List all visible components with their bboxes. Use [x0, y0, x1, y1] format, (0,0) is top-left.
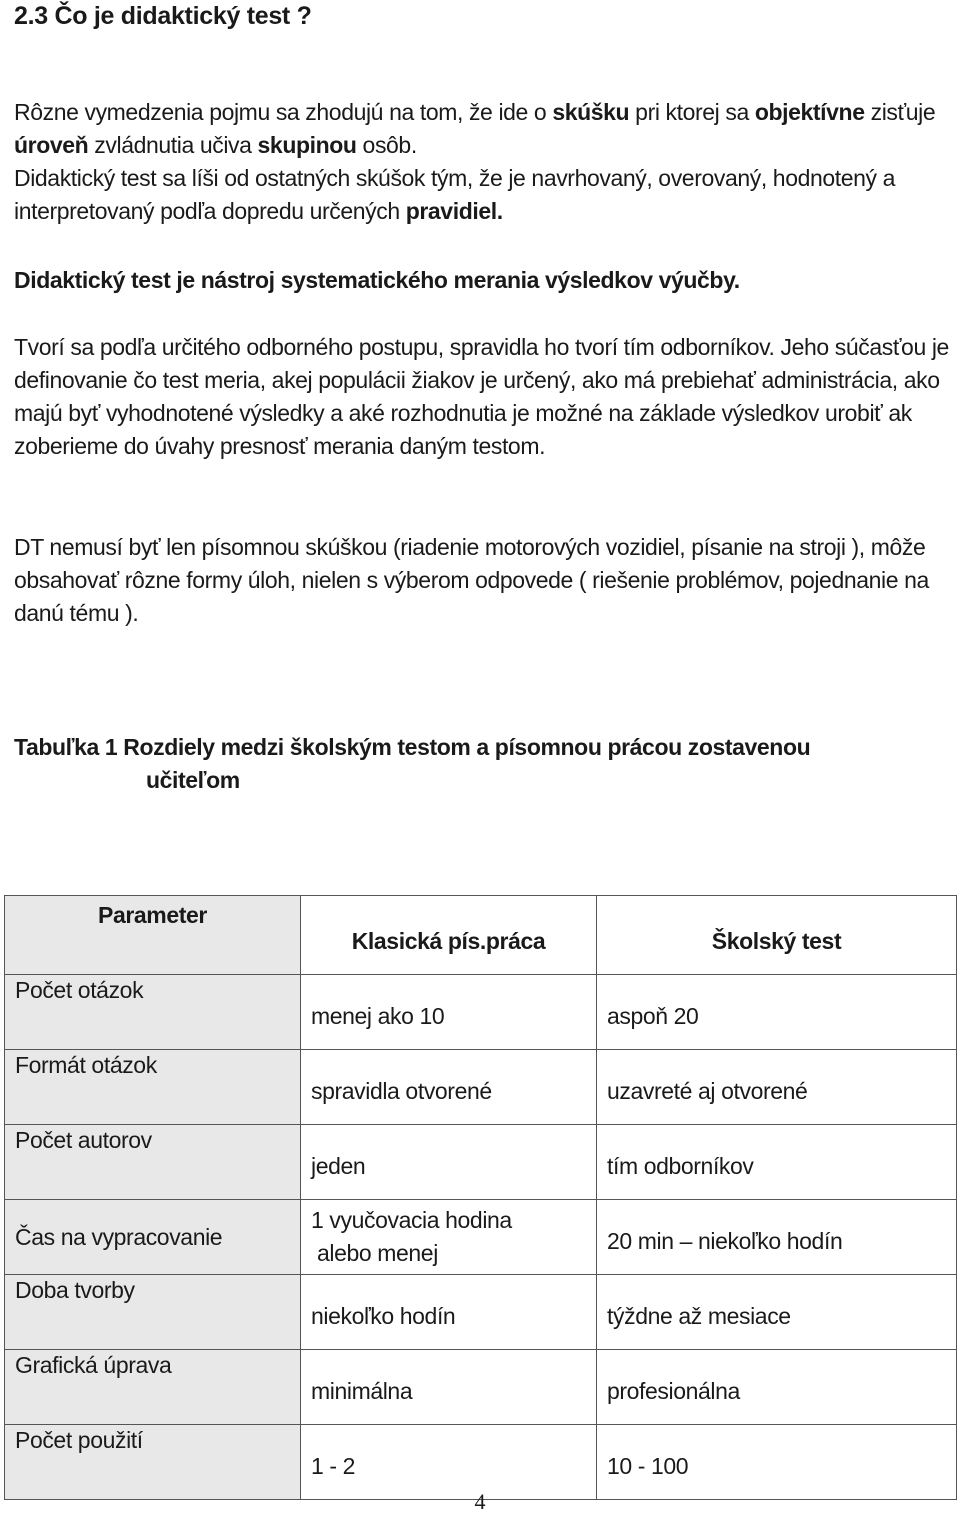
caption-line-1: Tabuľka 1 Rozdiely medzi školským testom a písomnou prácou zostavenou: [14, 734, 811, 760]
classic-cell: jeden: [301, 1125, 597, 1200]
paragraph-instrument: Didaktický test je nástroj systematického merania výsledkov výučby.: [14, 267, 740, 293]
table-row: [5, 1275, 957, 1350]
classic-cell: niekoľko hodín: [301, 1275, 597, 1350]
comparison-table: [4, 895, 957, 1500]
param-cell: Počet autorov: [5, 1125, 301, 1200]
page-number: 4: [474, 1489, 486, 1514]
classic-cell: minimálna: [301, 1350, 597, 1425]
bold-term: objektívne: [754, 99, 865, 125]
classic-cell: [301, 1200, 597, 1275]
header-parameter: Parameter: [5, 896, 301, 975]
classic-cell-line-2: alebo menej: [317, 1240, 438, 1266]
test-cell: aspoň 20: [597, 975, 957, 1050]
param-cell: Počet otázok: [5, 975, 301, 1050]
table-row: [5, 1200, 957, 1275]
paragraph-difference: [14, 162, 949, 228]
bold-term: úroveň: [14, 132, 89, 158]
paragraph-definition: [14, 96, 949, 162]
bold-term: pravidiel.: [405, 198, 503, 224]
header-school-test: Školský test: [597, 896, 957, 975]
classic-cell: menej ako 10: [301, 975, 597, 1050]
param-cell: Počet použití: [5, 1425, 301, 1500]
table-row: [5, 1050, 957, 1125]
param-cell: Formát otázok: [5, 1050, 301, 1125]
text-run: Rôzne vymedzenia pojmu sa zhodujú na tom, že ide o: [14, 99, 553, 125]
paragraph-dt-forms: DT nemusí byť len písomnou skúškou (riadenie motorových vozidiel, písanie na stroji ), môže obsahovať rôzne formy úloh, nielen s výberom odpovede ( riešenie problémov, pojednanie na danú tému ).: [14, 534, 929, 626]
test-cell: týždne až mesiace: [597, 1275, 957, 1350]
test-cell: 20 min – niekoľko hodín: [597, 1200, 957, 1275]
test-cell: profesionálna: [597, 1350, 957, 1425]
bold-term: skupinou: [257, 132, 357, 158]
table-row: [5, 1125, 957, 1200]
test-cell: uzavreté aj otvorené: [597, 1050, 957, 1125]
classic-cell-line-1: 1 vyučovacia hodina: [311, 1207, 512, 1233]
table-header-row: [5, 896, 957, 975]
text-run: osôb.: [356, 132, 417, 158]
section-heading: 2.3 Čo je didaktický test ?: [14, 2, 312, 30]
header-classic-work: Klasická pís.práca: [301, 896, 597, 975]
text-run: zvládnutia učiva: [88, 132, 258, 158]
table-row: [5, 1350, 957, 1425]
param-cell: Grafická úprava: [5, 1350, 301, 1425]
table-row: [5, 975, 957, 1050]
classic-cell: spravidla otvorené: [301, 1050, 597, 1125]
param-cell: Doba tvorby: [5, 1275, 301, 1350]
bold-term: skúšku: [552, 99, 630, 125]
paragraph-creation: Tvorí sa podľa určitého odborného postupu, spravidla ho tvorí tím odborníkov. Jeho súčasťou je definovanie čo test meria, akej populácii žiakov je určený, ako má prebiehať administrácia, ako majú byť vyhodnotené výsledky a aké rozhodnutia je možné na základe výsledkov urobiť ak zoberieme do úvahy presnosť merania daným testom.: [14, 334, 949, 459]
classic-cell: 1 - 2: [301, 1425, 597, 1500]
test-cell: 10 - 100: [597, 1425, 957, 1500]
text-run: pri ktorej sa: [629, 99, 755, 125]
text-run: zisťuje: [864, 99, 936, 125]
param-cell: Čas na vypracovanie: [5, 1200, 301, 1275]
table-caption: [14, 731, 949, 797]
text-run: Didaktický test sa líši od ostatných skúšok tým, že je navrhovaný, overovaný, hodnotený a interpretovaný podľa dopredu určených: [14, 165, 896, 224]
caption-line-2: učiteľom: [146, 767, 240, 793]
test-cell: tím odborníkov: [597, 1125, 957, 1200]
